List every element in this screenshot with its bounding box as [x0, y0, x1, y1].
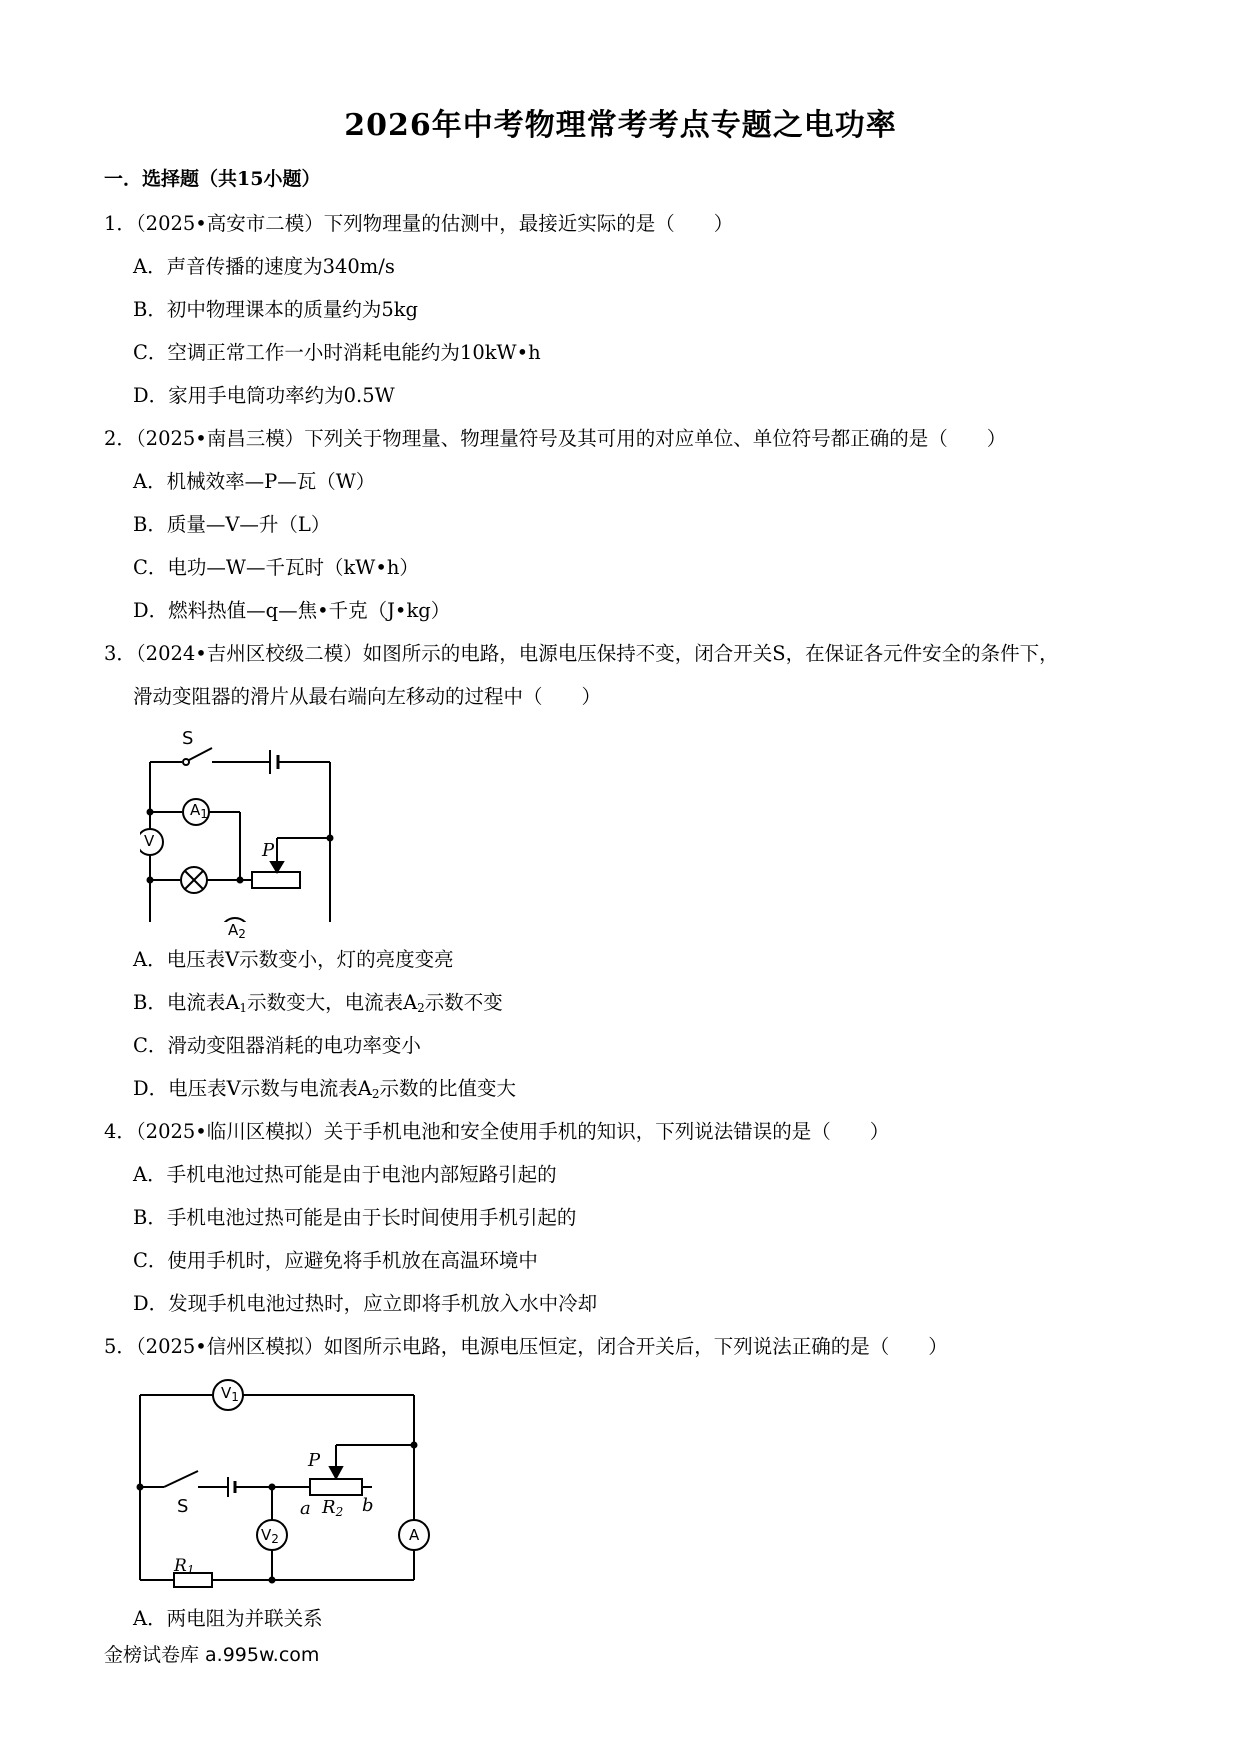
question-1-option-c: C．空调正常工作一小时消耗电能约为10kW•h	[133, 341, 541, 364]
question-4-option-a: A．手机电池过热可能是由于电池内部短路引起的	[133, 1163, 557, 1186]
q3-fig-label-v: V	[144, 832, 155, 850]
question-3-stem: 3．（2024•吉州区校级二模）如图所示的电路，电源电压保持不变，闭合开关S，在保证各元件安全的条件下，	[104, 642, 1059, 665]
question-1-option-d: D．家用手电筒功率约为0.5W	[133, 384, 395, 407]
question-3-option-b: B．电流表$A_1$示数变大，电流表$A_2$示数不变	[133, 991, 503, 1015]
question-3-option-d: D．电压表V示数与电流表$A_2$示数的比值变大	[133, 1077, 516, 1101]
question-2-option-b: B．质量—V—升（L）	[133, 513, 331, 536]
q5-fig-label-p: P	[308, 1450, 321, 1471]
question-1-option-a: A．声音传播的速度为340m/s	[133, 255, 395, 278]
q5-fig-label-v2: $V_2$	[261, 1526, 279, 1546]
q5-fig-label-a: a	[300, 1498, 311, 1519]
question-2-option-d: D．燃料热值—q—焦•千克（J•kg）	[133, 599, 451, 622]
question-1-option-b: B．初中物理课本的质量约为5kg	[133, 298, 419, 321]
section-heading: 一．选择题（共15小题）	[104, 168, 321, 190]
question-3-stem-continued: 滑动变阻器的滑片从最右端向左移动的过程中（ ）	[133, 685, 602, 708]
question-5-stem: 5．（2025•信州区模拟）如图所示电路，电源电压恒定，闭合开关后，下列说法正确的是（ ）	[104, 1335, 948, 1358]
question-3-circuit-diagram	[140, 722, 340, 922]
question-2-option-a: A．机械效率—P—瓦（W）	[133, 470, 376, 493]
q5-fig-label-ammeter: A	[409, 1526, 420, 1544]
q5-fig-label-r1: $R_1$	[174, 1556, 195, 1577]
q5-fig-label-r2: $R_2$	[322, 1497, 344, 1519]
q5-fig-label-s: S	[177, 1496, 189, 1517]
q5-fig-label-v1: $V_1$	[221, 1384, 239, 1404]
question-4-option-b: B．手机电池过热可能是由于长时间使用手机引起的	[133, 1206, 577, 1229]
q3-fig-label-a2: $A_2$	[228, 921, 246, 941]
q3-fig-label-p: P	[262, 840, 275, 861]
question-4-stem: 4．（2025•临川区模拟）关于手机电池和安全使用手机的知识，下列说法错误的是（ ）	[104, 1120, 890, 1143]
page-title: 2026年中考物理常考考点专题之电功率	[344, 108, 897, 143]
question-3-option-a: A．电压表V示数变小，灯的亮度变亮	[133, 948, 454, 971]
q3-fig-label-s: S	[182, 728, 194, 749]
q3-fig-label-a1: $A_1$	[190, 801, 208, 821]
question-1-stem: 1．（2025•高安市二模）下列物理量的估测中，最接近实际的是（ ）	[104, 212, 734, 235]
question-5-option-a: A．两电阻为并联关系	[133, 1607, 323, 1630]
question-2-option-c: C．电功—W—千瓦时（kW•h）	[133, 556, 419, 579]
question-3-option-c: C．滑动变阻器消耗的电功率变小	[133, 1034, 421, 1057]
question-2-stem: 2．（2025•南昌三模）下列关于物理量、物理量符号及其可用的对应单位、单位符号都正确的是（ ）	[104, 427, 1007, 450]
q5-fig-label-b: b	[362, 1495, 374, 1516]
question-4-option-c: C．使用手机时，应避免将手机放在高温环境中	[133, 1249, 538, 1272]
footer-watermark: 金榜试卷库 a.995w.com	[104, 1644, 320, 1666]
question-4-option-d: D．发现手机电池过热时，应立即将手机放入水中冷却	[133, 1292, 598, 1315]
